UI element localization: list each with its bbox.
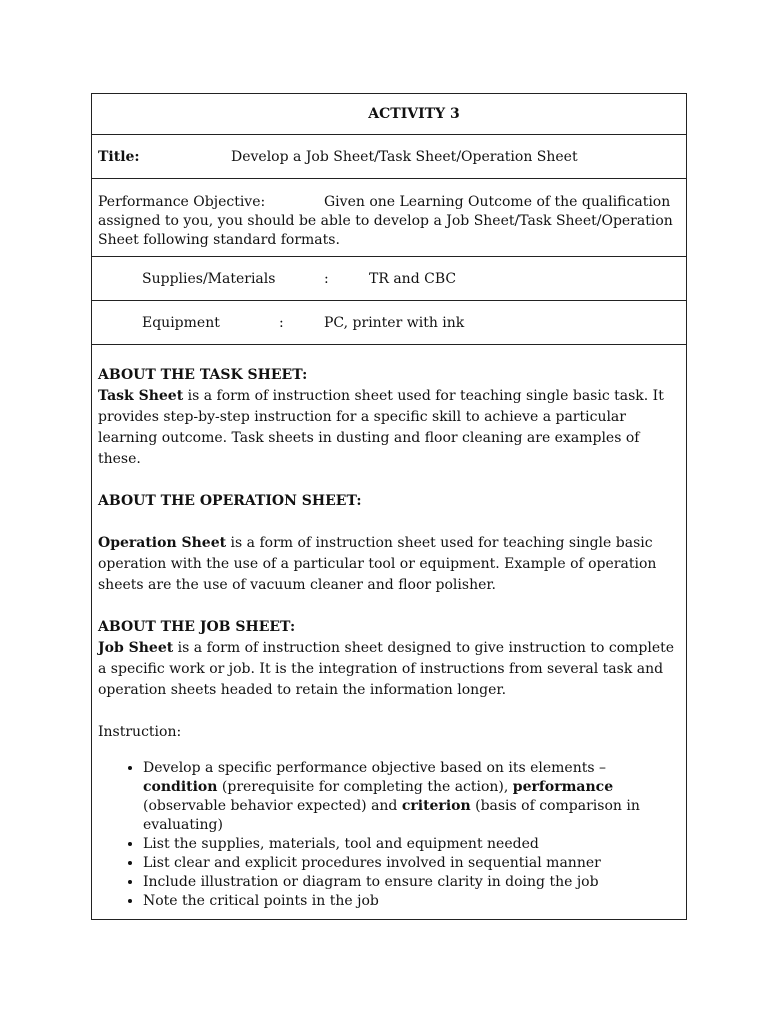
performance-objective-text-first: Given one Learning Outcome of the [324, 194, 578, 210]
task-sheet-paragraph [98, 386, 680, 470]
performance-objective-row [92, 179, 686, 257]
list-item: • Note the critical points in the job [143, 892, 680, 911]
performance-objective-text-rest: qualification assigned to you, you should be able to develop a Job Sheet/Task Sheet/Operation Sheet following standard formats. [98, 194, 673, 248]
performance-objective-label: Performance Objective: [98, 194, 266, 210]
operation-sheet-term: Operation Sheet [98, 535, 227, 551]
title-value: Develop a Job Sheet/Task Sheet/Operation Sheet [231, 148, 578, 165]
operation-sheet-paragraph [98, 533, 680, 596]
job-sheet-term: Job Sheet [98, 640, 174, 656]
list-item: • List clear and explicit procedures involved in sequential manner [143, 854, 680, 873]
activity-sheet [91, 93, 687, 920]
instruction-list [98, 759, 680, 911]
item1-text-g: (basis of comparison in evaluating) [143, 798, 640, 833]
list-item: • List the supplies, materials, tool and equipment needed [143, 835, 680, 854]
equipment-value: PC, printer with ink [324, 314, 465, 331]
item1-criterion: criterion [401, 798, 471, 814]
supplies-label: Supplies/Materials [142, 270, 276, 287]
item1-text-e: (observable behavior expected) and [143, 798, 402, 814]
title-label: Title: [98, 148, 140, 165]
supplies-value: TR and CBC [369, 270, 457, 287]
list-item [143, 759, 680, 835]
instruction-label: Instruction: [98, 724, 182, 740]
item1-text-c: (prerequisite for completing the action), [217, 779, 513, 795]
content-body [92, 345, 686, 919]
item1-condition: condition [143, 779, 218, 795]
task-sheet-heading: ABOUT THE TASK SHEET: [98, 367, 308, 383]
supplies-colon: : [324, 270, 329, 287]
equipment-label: Equipment [142, 314, 220, 331]
equipment-row [92, 301, 686, 345]
task-sheet-text: is a form of instruction sheet used for teaching single basic task. It provides step-by-step instruction for a specific skill to achieve a particular learning outcome. Task sheets in dusting and floor cleaning are examples of these. [98, 388, 664, 467]
job-sheet-text: is a form of instruction sheet designed to give instruction to complete a specific work or job. It is the integration of instructions from several task and operation sheets headed to retain the information longer. [98, 640, 675, 698]
equipment-colon: : [279, 314, 284, 331]
operation-sheet-heading: ABOUT THE OPERATION SHEET: [98, 493, 362, 509]
job-sheet-paragraph [98, 638, 680, 701]
list-item: • Include illustration or diagram to ensure clarity in doing the job [143, 873, 680, 892]
item1-performance: performance [512, 779, 614, 795]
item1-text-a: Develop a specific performance objective based on its elements – [143, 760, 606, 776]
activity-header [92, 94, 686, 135]
title-row [92, 135, 686, 179]
operation-sheet-text: is a form of instruction sheet used for teaching single basic operation with the use of a particular tool or equipment. Example of operation sheets are the use of vacuum cleaner and floor polisher. [98, 535, 657, 593]
supplies-row [92, 257, 686, 301]
task-sheet-term: Task Sheet [98, 388, 184, 404]
job-sheet-heading: ABOUT THE JOB SHEET: [98, 619, 296, 635]
activity-label: ACTIVITY 3 [368, 106, 460, 122]
